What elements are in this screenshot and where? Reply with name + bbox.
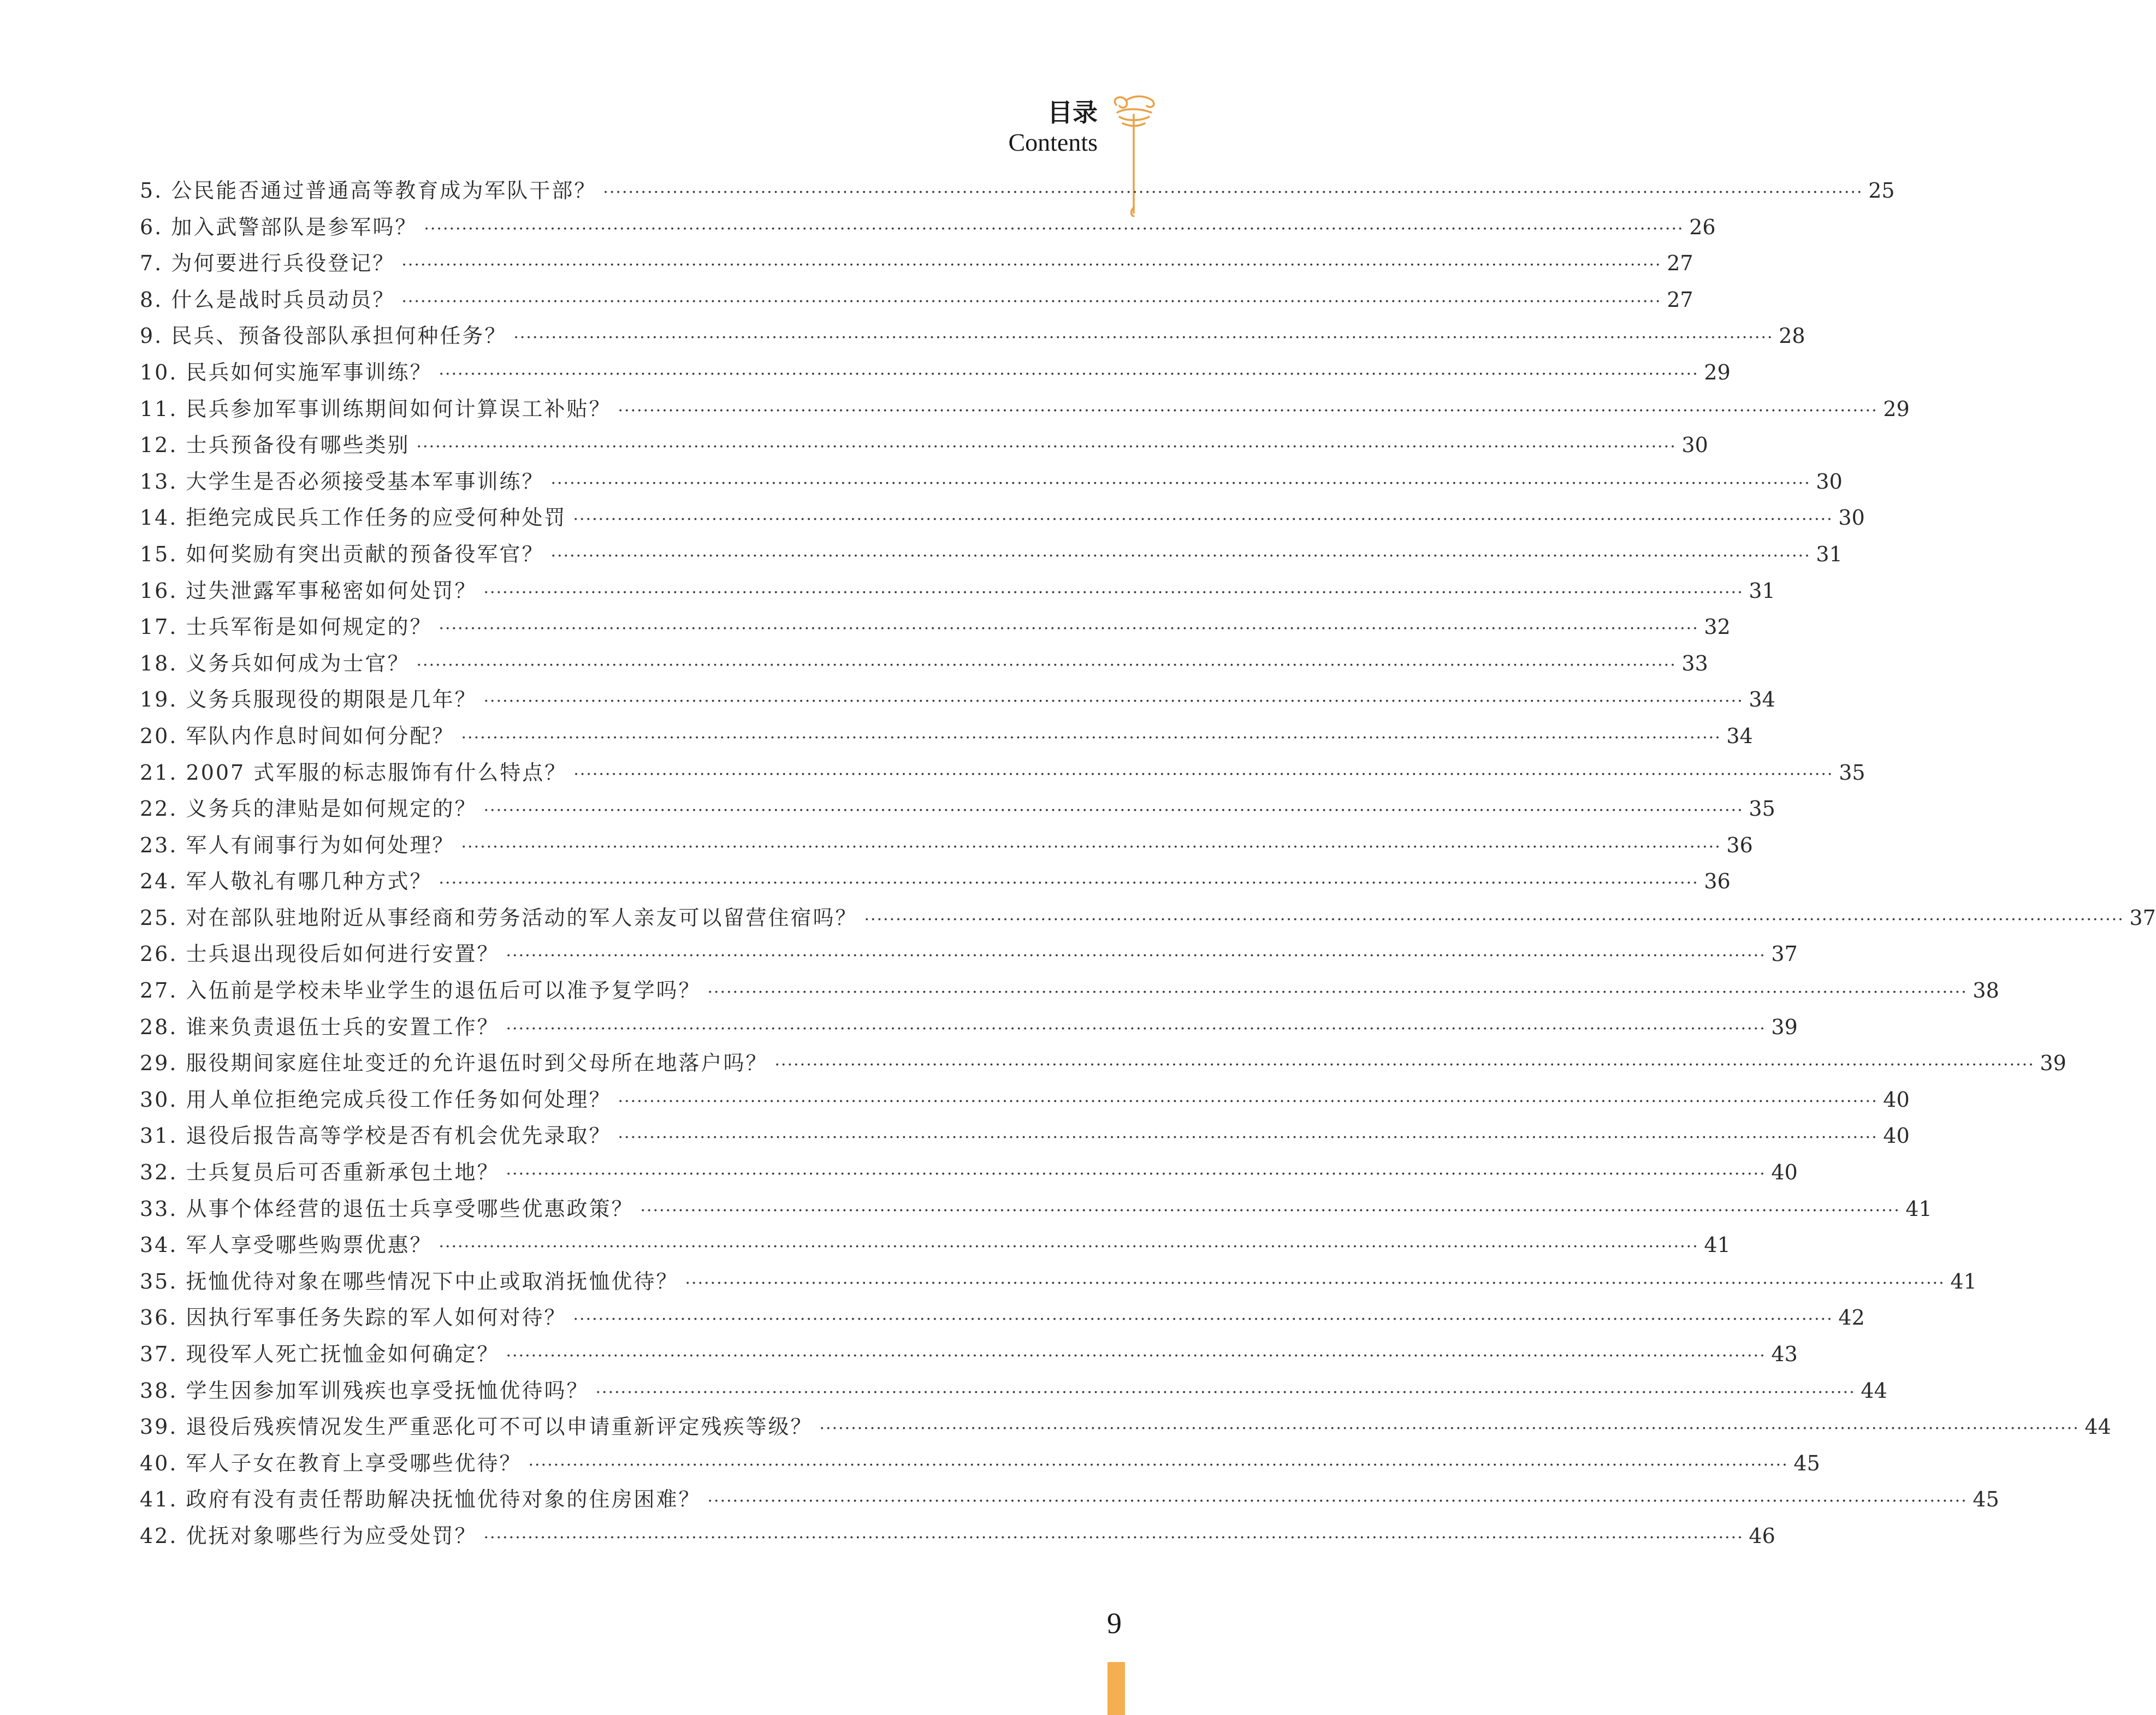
toc-leader-dots: ········································································································································································································ bbox=[439, 364, 1699, 384]
toc-entry-page: 30 bbox=[1838, 506, 1865, 530]
toc-leader-dots: ········································································································································································································ bbox=[819, 1419, 2080, 1439]
toc-entry-page: 41 bbox=[1905, 1196, 1932, 1221]
toc-entry[interactable] bbox=[140, 681, 1775, 718]
toc-leader-dots: ········································································································································································································ bbox=[439, 619, 1699, 639]
toc-entry-title: 20. 军队内作息时间如何分配？ bbox=[140, 723, 455, 748]
toc-entry-page: 37 bbox=[2129, 905, 2156, 930]
toc-entry-title: 6. 加入武警部队是参军吗？ bbox=[140, 215, 418, 239]
toc-entry-title: 30. 用人单位拒绝完成兵役工作任务如何处理？ bbox=[140, 1087, 612, 1112]
toc-leader-dots: ········································································································································································································ bbox=[483, 692, 1744, 711]
toc-leader-dots: ········································································································································································································ bbox=[603, 183, 1863, 202]
toc-entry-title: 42. 优抚对象哪些行为应受处罚？ bbox=[140, 1523, 477, 1548]
toc-entry-title: 34. 军人享受哪些购票优惠？ bbox=[140, 1233, 433, 1257]
toc-leader-dots: ········································································································································································································ bbox=[506, 1019, 1766, 1039]
toc-entry-page: 39 bbox=[2040, 1051, 2066, 1076]
toc-entry-page: 40 bbox=[1771, 1160, 1798, 1185]
toc-entry[interactable] bbox=[140, 318, 1805, 354]
toc-leader-dots: ········································································································································································································ bbox=[618, 401, 1878, 420]
toc-entry-page: 40 bbox=[1883, 1124, 1910, 1148]
toc-entry[interactable] bbox=[140, 1373, 1887, 1409]
toc-leader-dots: ········································································································································································································ bbox=[461, 837, 1721, 857]
toc-entry-page: 46 bbox=[1749, 1523, 1775, 1548]
toc-leader-dots: ········································································································································································································ bbox=[506, 1165, 1766, 1184]
toc-leader-dots: ········································································································································································································ bbox=[401, 292, 1662, 311]
toc-entry-page: 38 bbox=[1973, 978, 1999, 1003]
toc-entry-title: 15. 如何奖励有突出贡献的预备役军官？ bbox=[140, 542, 544, 566]
toc-leader-dots: ········································································································································································································ bbox=[528, 1455, 1788, 1475]
toc-entry[interactable] bbox=[140, 863, 1731, 900]
toc-entry-title: 18. 义务兵如何成为士官？ bbox=[140, 651, 410, 675]
toc-entry-page: 43 bbox=[1771, 1342, 1798, 1366]
page-accent-bar bbox=[1107, 1662, 1125, 1715]
toc-entry-page: 29 bbox=[1883, 396, 1910, 421]
toc-entry-title: 37. 现役军人死亡抚恤金如何确定？ bbox=[140, 1342, 500, 1366]
toc-entry-title: 41. 政府有没有责任帮助解决抚恤优待对象的住房困难？ bbox=[140, 1487, 701, 1512]
toc-entry-page: 27 bbox=[1667, 287, 1693, 312]
toc-entry[interactable] bbox=[140, 391, 1910, 428]
toc-entry-title: 40. 军人子女在教育上享受哪些优待？ bbox=[140, 1451, 522, 1475]
toc-entry[interactable] bbox=[140, 1409, 2111, 1445]
toc-entry-page: 39 bbox=[1771, 1014, 1798, 1039]
toc-entry-title: 12. 士兵预备役有哪些类别 bbox=[140, 433, 410, 458]
toc-entry-page: 41 bbox=[1704, 1233, 1731, 1257]
toc-entry-title: 27. 入伍前是学校未毕业学生的退伍后可以准予复学吗？ bbox=[140, 978, 701, 1003]
toc-entry[interactable] bbox=[140, 1518, 1775, 1554]
toc-entry-page: 30 bbox=[1816, 469, 1843, 494]
toc-entry-title: 10. 民兵如何实施军事训练？ bbox=[140, 360, 433, 384]
toc-leader-dots: ········································································································································································································ bbox=[618, 1091, 1878, 1111]
toc-entry[interactable] bbox=[140, 609, 1731, 645]
toc-entry[interactable] bbox=[140, 1191, 1932, 1227]
toc-leader-dots: ········································································································································································································ bbox=[685, 1273, 1945, 1293]
toc-entry[interactable] bbox=[140, 1227, 1731, 1263]
toc-entry[interactable] bbox=[140, 1263, 1977, 1300]
toc-entry-title: 38. 学生因参加军训残疾也享受抚恤优待吗？ bbox=[140, 1378, 589, 1403]
toc-entry-title: 7. 为何要进行兵役登记？ bbox=[140, 251, 395, 276]
toc-entry-page: 36 bbox=[1704, 869, 1731, 894]
toc-entry-page: 29 bbox=[1704, 360, 1731, 384]
toc-entry-title: 25. 对在部队驻地附近从事经商和劳务活动的军人亲友可以留营住宿吗？ bbox=[140, 905, 858, 930]
toc-entry-page: 37 bbox=[1771, 942, 1798, 966]
toc-entry-title: 9. 民兵、预备役部队承担何种任务？ bbox=[140, 324, 507, 348]
toc-entry-page: 41 bbox=[1950, 1269, 1977, 1293]
toc-leader-dots: ········································································································································································································ bbox=[864, 910, 2124, 929]
toc-entry-title: 8. 什么是战时兵员动员？ bbox=[140, 287, 395, 312]
toc-leader-dots: ········································································································································································································ bbox=[483, 583, 1744, 602]
toc-entry-page: 35 bbox=[1749, 797, 1775, 821]
toc-entry-title: 5. 公民能否通过普通高等教育成为军队干部？ bbox=[140, 179, 597, 203]
toc-leader-dots: ········································································································································································································ bbox=[483, 801, 1744, 821]
toc-entry-title: 19. 义务兵服现役的期限是几年？ bbox=[140, 687, 477, 712]
toc-entry[interactable] bbox=[140, 718, 1753, 755]
toc-entry[interactable] bbox=[140, 1481, 1999, 1518]
toc-entry-title: 28. 谁来负责退伍士兵的安置工作？ bbox=[140, 1014, 500, 1039]
toc-entry[interactable] bbox=[140, 1009, 1798, 1046]
toc-entry-title: 36. 因执行军事任务失踪的军人如何对待？ bbox=[140, 1305, 567, 1330]
toc-entry[interactable] bbox=[140, 936, 1798, 972]
toc-entry-title: 14. 拒绝完成民兵工作任务的应受何种处罚 bbox=[140, 506, 567, 530]
toc-entry-page: 32 bbox=[1704, 615, 1731, 639]
toc-leader-dots: ········································································································································································································ bbox=[424, 219, 1684, 239]
toc-entry-page: 25 bbox=[1868, 179, 1895, 203]
toc-entry-page: 44 bbox=[2084, 1415, 2111, 1439]
toc-entry-page: 45 bbox=[1793, 1451, 1820, 1475]
toc-leader-dots: ········································································································································································································ bbox=[513, 328, 1774, 348]
toc-entry-page: 33 bbox=[1681, 651, 1708, 675]
table-of-contents bbox=[140, 173, 2156, 1554]
toc-leader-dots: ········································································································································································································ bbox=[707, 983, 1968, 1002]
toc-leader-dots: ········································································································································································································ bbox=[550, 473, 1811, 493]
toc-entry[interactable] bbox=[140, 173, 1895, 209]
toc-entry[interactable] bbox=[140, 1154, 1798, 1191]
toc-leader-dots: ········································································································································································································ bbox=[550, 546, 1811, 566]
toc-entry[interactable] bbox=[140, 427, 1708, 464]
toc-entry-page: 34 bbox=[1726, 723, 1753, 748]
toc-leader-dots: ········································································································································································································ bbox=[461, 728, 1721, 747]
toc-entry[interactable] bbox=[140, 1082, 1910, 1118]
toc-entry-title: 24. 军人敬礼有哪几种方式？ bbox=[140, 869, 433, 894]
toc-leader-dots: ········································································································································································································ bbox=[439, 1237, 1699, 1257]
toc-entry-page: 34 bbox=[1749, 687, 1775, 712]
header-title-en: Contents bbox=[1008, 128, 1098, 156]
toc-entry-title: 26. 士兵退出现役后如何进行安置？ bbox=[140, 942, 500, 966]
toc-entry[interactable] bbox=[140, 827, 1753, 864]
toc-leader-dots: ········································································································································································································ bbox=[595, 1382, 1856, 1402]
toc-entry-title: 31. 退役后报告高等学校是否有机会优先录取？ bbox=[140, 1124, 612, 1148]
toc-leader-dots: ········································································································································································································ bbox=[573, 764, 1834, 784]
toc-entry[interactable] bbox=[140, 209, 1716, 246]
toc-entry-title: 32. 士兵复员后可否重新承包土地？ bbox=[140, 1160, 500, 1185]
toc-entry[interactable] bbox=[140, 245, 1693, 282]
toc-leader-dots: ········································································································································································································ bbox=[618, 1128, 1878, 1148]
toc-entry-title: 39. 退役后残疾情况发生严重恶化可不可以申请重新评定残疾等级？ bbox=[140, 1415, 813, 1439]
toc-entry[interactable] bbox=[140, 282, 1693, 318]
toc-leader-dots: ········································································································································································································ bbox=[416, 655, 1677, 675]
toc-entry[interactable] bbox=[140, 573, 1775, 609]
toc-entry-title: 21. 2007 式军服的标志服饰有什么特点？ bbox=[140, 760, 567, 785]
toc-entry[interactable] bbox=[140, 1118, 1910, 1154]
toc-entry[interactable] bbox=[140, 536, 1843, 573]
toc-entry-page: 35 bbox=[1839, 760, 1865, 785]
toc-entry-page: 42 bbox=[1838, 1305, 1865, 1330]
toc-leader-dots: ········································································································································································································ bbox=[401, 256, 1662, 275]
toc-entry-page: 27 bbox=[1667, 251, 1693, 276]
toc-entry[interactable] bbox=[140, 791, 1775, 827]
toc-entry-page: 31 bbox=[1816, 542, 1843, 566]
toc-entry-page: 30 bbox=[1681, 433, 1708, 458]
toc-leader-dots: ········································································································································································································ bbox=[416, 437, 1677, 457]
toc-entry-title: 16. 过失泄露军事秘密如何处罚？ bbox=[140, 578, 477, 603]
toc-entry-page: 40 bbox=[1883, 1087, 1910, 1112]
toc-entry-page: 44 bbox=[1861, 1378, 1887, 1403]
toc-entry[interactable] bbox=[140, 464, 1843, 500]
toc-leader-dots: ········································································································································································································ bbox=[506, 1346, 1766, 1366]
toc-entry[interactable] bbox=[140, 1045, 2066, 1082]
toc-entry-title: 29. 服役期间家庭住址变迁的允许退伍时到父母所在地落户吗？ bbox=[140, 1051, 768, 1076]
toc-entry-page: 36 bbox=[1726, 833, 1753, 857]
page-header bbox=[1008, 97, 1098, 157]
toc-leader-dots: ········································································································································································································ bbox=[573, 1310, 1833, 1330]
toc-entry[interactable] bbox=[140, 755, 1865, 791]
toc-entry-page: 31 bbox=[1749, 578, 1775, 603]
toc-entry-title: 13. 大学生是否必须接受基本军事训练？ bbox=[140, 469, 544, 494]
toc-entry-page: 26 bbox=[1689, 215, 1716, 239]
toc-entry-page: 28 bbox=[1779, 324, 1805, 348]
toc-entry-title: 33. 从事个体经营的退伍士兵享受哪些优惠政策？ bbox=[140, 1196, 634, 1221]
toc-entry[interactable] bbox=[140, 645, 1708, 682]
toc-entry[interactable] bbox=[140, 1336, 1798, 1373]
toc-entry-page: 45 bbox=[1973, 1487, 1999, 1512]
toc-leader-dots: ········································································································································································································ bbox=[640, 1201, 1900, 1220]
toc-entry[interactable] bbox=[140, 354, 1731, 391]
toc-entry-title: 23. 军人有闹事行为如何处理？ bbox=[140, 833, 455, 857]
header-title-cn: 目录 bbox=[1047, 98, 1098, 127]
toc-entry[interactable] bbox=[140, 1445, 1820, 1482]
toc-leader-dots: ········································································································································································································ bbox=[439, 874, 1699, 893]
page-number: 9 bbox=[1107, 1607, 1122, 1640]
toc-leader-dots: ········································································································································································································ bbox=[483, 1528, 1744, 1547]
toc-entry[interactable] bbox=[140, 900, 2156, 936]
toc-entry-title: 17. 士兵军衔是如何规定的？ bbox=[140, 615, 433, 639]
toc-entry-title: 22. 义务兵的津贴是如何规定的？ bbox=[140, 797, 477, 821]
toc-entry[interactable] bbox=[140, 972, 1999, 1009]
toc-entry[interactable] bbox=[140, 1299, 1865, 1336]
toc-entry-title: 11. 民兵参加军事训练期间如何计算误工补贴？ bbox=[140, 396, 612, 421]
toc-leader-dots: ········································································································································································································ bbox=[707, 1492, 1968, 1511]
toc-entry[interactable] bbox=[140, 500, 1865, 536]
toc-leader-dots: ········································································································································································································ bbox=[774, 1055, 2035, 1075]
toc-leader-dots: ········································································································································································································ bbox=[506, 946, 1766, 966]
toc-leader-dots: ········································································································································································································ bbox=[573, 510, 1833, 530]
toc-entry-title: 35. 抚恤优待对象在哪些情况下中止或取消抚恤优待？ bbox=[140, 1269, 679, 1293]
